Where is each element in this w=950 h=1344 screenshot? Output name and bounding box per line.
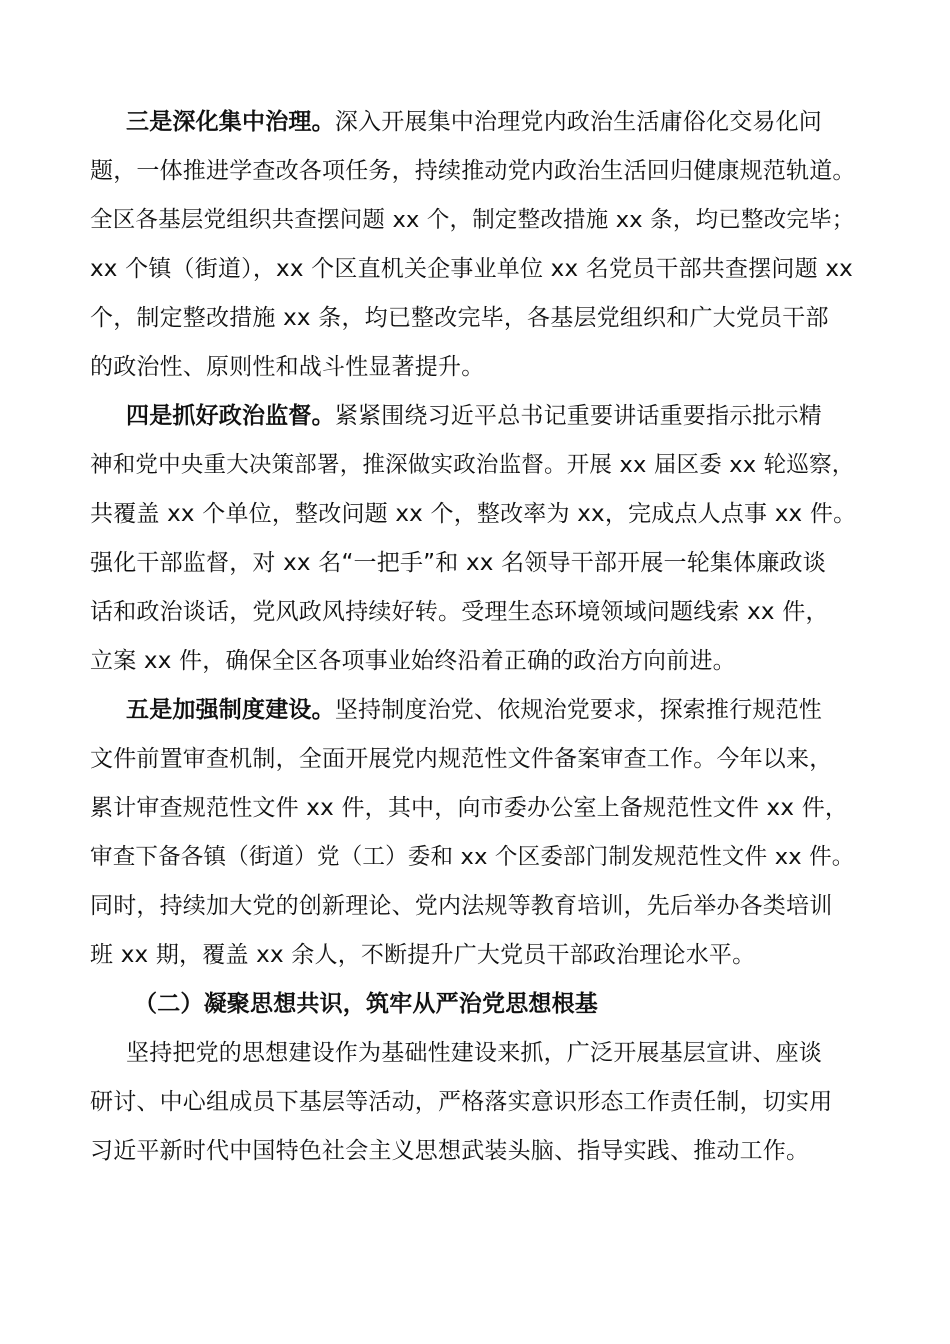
paragraph-text: 紧紧围绕习近平总书记重要讲话重要指示批示精	[334, 403, 823, 429]
paragraph-lead: 三是深化集中治理。	[126, 109, 335, 135]
paragraph-line: 班 xx 期，覆盖 xx 余人，不断提升广大党员干部政治理论水平。	[90, 942, 756, 968]
paragraph-line	[90, 686, 865, 735]
paragraph-line: 全区各基层党组织共查摆问题 xx 个，制定整改措施 xx 条，均已整改完毕；	[90, 207, 855, 233]
paragraph-line: 累计审查规范性文件 xx 件，其中，向市委办公室上备规范性文件 xx 件，	[90, 795, 849, 821]
paragraph-line: 习近平新时代中国特色社会主义思想武装头脑、指导实践、推动工作。	[90, 1138, 810, 1164]
paragraph-line: 题，一体推进学查改各项任务，持续推动党内政治生活回归健康规范轨道。	[90, 158, 856, 184]
paragraph-line: 强化干部监督，对 xx 名“一把手”和 xx 名领导干部开展一轮集体廉政谈	[90, 550, 826, 576]
paragraph-line: 文件前置审查机制，全面开展党内规范性文件备案审查工作。今年以来，	[90, 746, 833, 772]
paragraph-line	[90, 98, 865, 147]
paragraph-line: 立案 xx 件，确保全区各项事业始终沿着正确的政治方向前进。	[90, 648, 736, 674]
paragraph-lead: 五是加强制度建设。	[126, 697, 335, 723]
paragraph-line: 研讨、中心组成员下基层等活动，严格落实意识形态工作责任制，切实用	[90, 1089, 833, 1115]
paragraph-text: 深入开展集中治理党内政治生活庸俗化交易化问	[334, 109, 823, 135]
section-heading: （二）凝聚思想共识，筑牢从严治党思想根基	[134, 991, 598, 1017]
paragraph-line: 共覆盖 xx 个单位，整改问题 xx 个，整改率为 xx，完成点人点事 xx 件。	[90, 501, 857, 527]
paragraph-lead: 四是抓好政治监督。	[126, 403, 335, 429]
paragraph-line: 审查下备各镇（街道）党（工）委和 xx 个区委部门制发规范性文件 xx 件。	[90, 844, 855, 870]
paragraph-text: 坚持制度治党、依规治党要求，探索推行规范性	[334, 697, 823, 723]
paragraph-ideological-building	[90, 1029, 865, 1176]
paragraph-line: 个，制定整改措施 xx 条，均已整改完毕，各基层党组织和广大党员干部	[90, 305, 829, 331]
paragraph-line	[90, 392, 865, 441]
paragraph-line: 神和党中央重大决策部署，推深做实政治监督。开展 xx 届区委 xx 轮巡察，	[90, 452, 855, 478]
paragraph-line: xx 个镇（街道），xx 个区直机关企事业单位 xx 名党员干部共查摆问题 xx	[90, 256, 853, 282]
paragraph-institution-building	[90, 686, 865, 980]
paragraph-line: 同时，持续加大党的创新理论、党内法规等教育培训，先后举办各类培训	[90, 893, 833, 919]
paragraph-line: 坚持把党的思想建设作为基础性建设来抓，广泛开展基层宣讲、座谈	[126, 1040, 822, 1066]
document-body	[90, 98, 865, 1176]
paragraph-line: 话和政治谈话，党风政风持续好转。受理生态环境领域问题线索 xx 件，	[90, 599, 829, 625]
paragraph-deepen-governance	[90, 98, 865, 392]
paragraph-line: 的政治性、原则性和战斗性显著提升。	[90, 354, 485, 380]
paragraph-political-supervision	[90, 392, 865, 686]
